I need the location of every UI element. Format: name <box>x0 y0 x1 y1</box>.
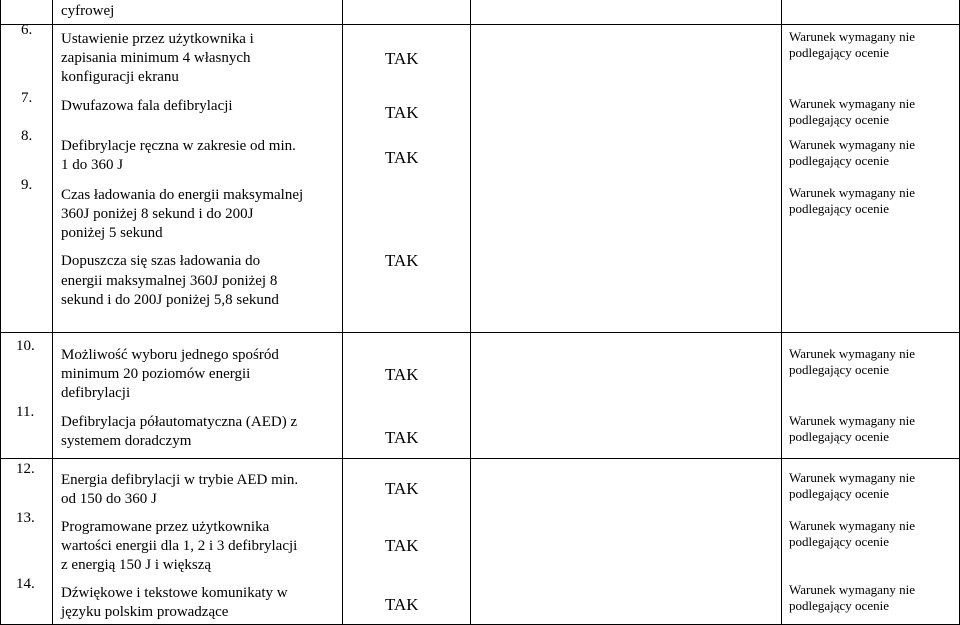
requirement-value: TAK <box>385 365 419 384</box>
evaluation-note: podlegający ocenie <box>789 534 889 549</box>
row-description: 1 do 360 J <box>61 157 124 173</box>
row-number: 11. <box>16 404 35 420</box>
row-description: poniżej 5 sekund <box>61 225 163 241</box>
table-border-left <box>0 0 1 625</box>
evaluation-note: Warunek wymagany nie <box>789 413 916 428</box>
row-description: zapisania minimum 4 własnych <box>61 50 251 66</box>
evaluation-note: podlegający ocenie <box>789 429 889 444</box>
row-number: 13. <box>16 510 35 526</box>
column-divider-description <box>342 0 343 625</box>
requirement-value: TAK <box>385 428 419 447</box>
requirement-value: TAK <box>385 536 419 555</box>
row-description: Dwufazowa fala defibrylacji <box>61 98 233 114</box>
column-divider-requirement <box>470 0 471 625</box>
requirement-value: TAK <box>385 103 419 122</box>
column-divider-offered <box>781 0 782 625</box>
row-description: Dźwiękowe i tekstowe komunikaty w <box>61 585 288 601</box>
row-description: Energia defibrylacji w trybie AED min. <box>61 472 299 488</box>
row-divider <box>0 24 960 25</box>
row-number: 7. <box>21 90 33 106</box>
row-number: 6. <box>21 22 33 38</box>
row-description: Defibrylacje ręczna w zakresie od min. <box>61 138 296 154</box>
row-description: Defibrylacja półautomatyczna (AED) z <box>61 414 298 430</box>
row-divider <box>0 332 960 333</box>
row-number: 12. <box>16 461 35 477</box>
row-description: wartości energii dla 1, 2 i 3 defibrylacji <box>61 538 298 554</box>
evaluation-note: Warunek wymagany nie <box>789 137 916 152</box>
requirement-value: TAK <box>385 479 419 498</box>
row-description: minimum 20 poziomów energii <box>61 366 251 382</box>
requirement-value: TAK <box>385 251 419 270</box>
row-description: Możliwość wyboru jednego spośród <box>61 347 279 363</box>
evaluation-note: podlegający ocenie <box>789 486 889 501</box>
requirement-value: TAK <box>385 148 419 167</box>
row-description: języku polskim prowadzące <box>61 604 229 620</box>
row-description: konfiguracji ekranu <box>61 69 179 85</box>
evaluation-note: podlegający ocenie <box>789 45 889 60</box>
evaluation-note: podlegający ocenie <box>789 598 889 613</box>
column-divider-number <box>52 0 53 625</box>
row-number: 10. <box>16 338 35 354</box>
requirement-value: TAK <box>385 49 419 68</box>
evaluation-note: podlegający ocenie <box>789 362 889 377</box>
evaluation-note: Warunek wymagany nie <box>789 582 916 597</box>
row-number: 14. <box>16 576 35 592</box>
evaluation-note: Warunek wymagany nie <box>789 470 916 485</box>
row-description: 360J poniżej 8 sekund i do 200J <box>61 206 254 222</box>
evaluation-note: Warunek wymagany nie <box>789 96 916 111</box>
row-description: energii maksymalnej 360J poniżej 8 <box>61 273 278 289</box>
row-description: Czas ładowania do energii maksymalnej <box>61 187 304 203</box>
row-description: Ustawienie przez użytkownika i <box>61 31 254 47</box>
row-description: Dopuszcza się szas ładowania do <box>61 253 261 269</box>
row-description: systemem doradczym <box>61 433 192 449</box>
row-description: od 150 do 360 J <box>61 491 157 507</box>
requirement-value: TAK <box>385 595 419 614</box>
row-divider <box>0 458 960 459</box>
evaluation-note: Warunek wymagany nie <box>789 185 916 200</box>
evaluation-note: Warunek wymagany nie <box>789 29 916 44</box>
row-description: cyfrowej <box>61 3 115 19</box>
evaluation-note: podlegający ocenie <box>789 153 889 168</box>
evaluation-note: Warunek wymagany nie <box>789 518 916 533</box>
row-description: defibrylacji <box>61 385 131 401</box>
evaluation-note: podlegający ocenie <box>789 112 889 127</box>
evaluation-note: Warunek wymagany nie <box>789 346 916 361</box>
row-description: Programowane przez użytkownika <box>61 519 270 535</box>
row-description: z energią 150 J i większą <box>61 557 212 573</box>
row-number: 8. <box>21 128 33 144</box>
row-description: sekund i do 200J poniżej 5,8 sekund <box>61 292 279 308</box>
evaluation-note: podlegający ocenie <box>789 201 889 216</box>
row-number: 9. <box>21 177 33 193</box>
